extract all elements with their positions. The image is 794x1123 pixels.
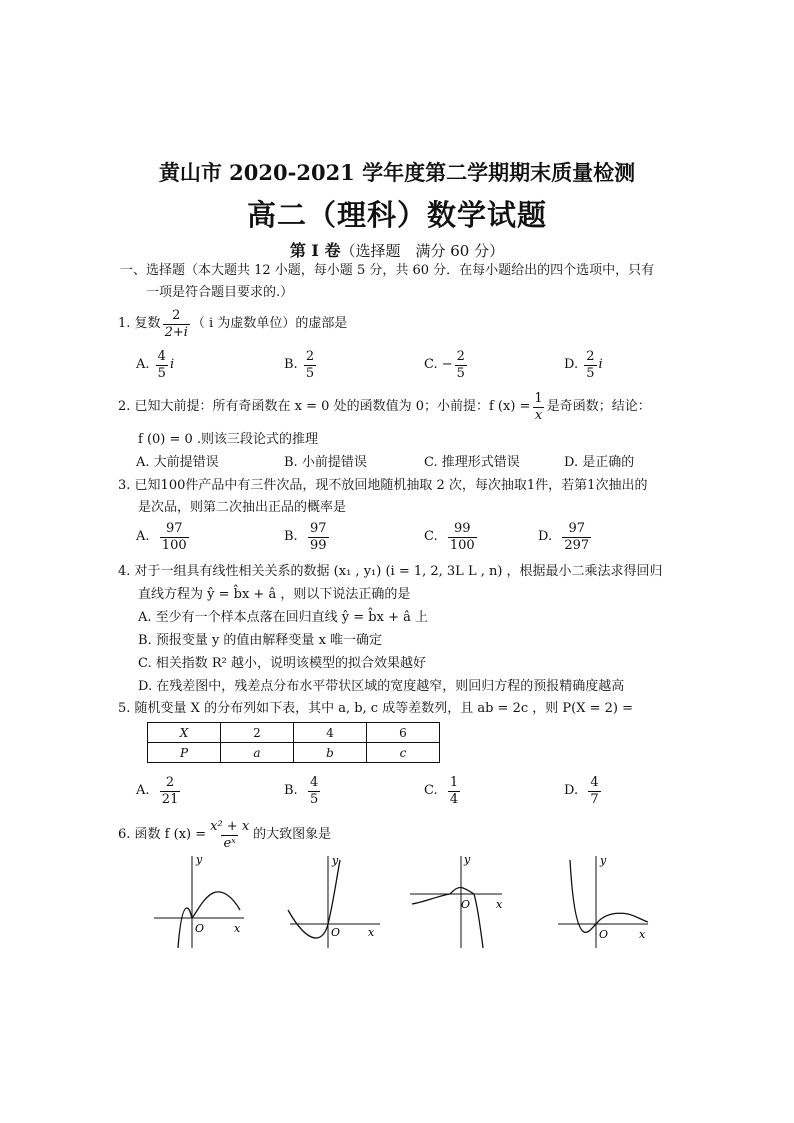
section-heading <box>0 238 794 261</box>
exam-subtitle: 高二（理科）数学试题 <box>246 198 547 232</box>
question-2-stem: 2. 已知大前提：所有奇函数在 x = 0 处的函数值为 0；小前提：f (x) = $\frac{1}{x}$ 是奇函数；结论： <box>118 390 651 423</box>
fraction: $\frac{2}{2+i}$ <box>164 307 188 340</box>
q1-option-a[interactable]: A. $\frac{4}{5}$ i <box>136 348 175 381</box>
origin-label: O <box>195 922 205 935</box>
question-4-stem: 4. 对于一组具有线性相关关系的数据 (x₁ , y₁) (i = 1, 2, 3L L , n) ，根据最小二乘法求得回归 <box>118 564 663 579</box>
q5-option-b[interactable]: B. $\frac{4}{5}$ <box>284 774 319 807</box>
function-curve <box>570 860 648 932</box>
table-cell: c <box>367 743 440 763</box>
table-cell: 6 <box>367 723 440 743</box>
question-text: （ i 为虚数单位）的虚部是 <box>191 316 348 331</box>
origin-label: O <box>331 926 341 939</box>
function-curve <box>178 892 240 948</box>
axis-label-y: y <box>332 854 339 867</box>
section-main: 第 I 卷 <box>289 241 341 260</box>
table-cell: X <box>148 723 221 743</box>
q2-option-d[interactable]: D. 是正确的 <box>564 455 635 470</box>
q4-option-a[interactable]: A. 至少有一个样本点落在回归直线 ŷ = b̂x + â 上 <box>138 610 428 625</box>
table-cell: b <box>294 743 367 763</box>
fraction: $\frac{\text{x² + x}}{\text{eˣ}}$ <box>210 818 250 851</box>
question-3-line-2: 是次品，则第二次抽出正品的概率是 <box>138 500 347 515</box>
axis-label-y: y <box>196 853 203 866</box>
q1-option-b[interactable]: B. $\frac{2}{5}$ <box>284 348 315 381</box>
table-cell: 4 <box>294 723 367 743</box>
q5-option-d[interactable]: D. $\frac{4}{7}$ <box>564 774 599 807</box>
q2-option-b[interactable]: B. 小前提错误 <box>284 455 367 470</box>
axis-label-y: y <box>600 854 607 867</box>
question-2-line-2: f (0) = 0 .则该三段论式的推理 <box>138 432 319 447</box>
question-4-line-2: 直线方程为 ŷ = b̂x + â ，则以下说法正确的是 <box>138 587 411 602</box>
q4-option-d[interactable]: D. 在残差图中，残差点分布水平带状区域的宽度越窄，则回归方程的预报精确度越高 <box>138 679 625 694</box>
axis-label-x: x <box>368 926 375 939</box>
q4-option-b[interactable]: B. 预报变量 y 的值由解释变量 x 唯一确定 <box>138 633 383 648</box>
question-number: 1. <box>118 316 131 331</box>
q3-option-a[interactable]: A. $\frac{97}{100}$ <box>136 520 187 553</box>
axis-label-x: x <box>234 922 241 935</box>
question-3-stem: 3. 已知100件产品中有三件次品，现不放回地随机抽取 2 次，每次抽取1件，若第1次抽出的 <box>118 478 648 493</box>
q5-option-a[interactable]: A. $\frac{2}{21}$ <box>136 774 179 807</box>
table-row <box>148 723 440 743</box>
q1-option-d[interactable]: D. $\frac{2}{5}$ i <box>564 348 603 381</box>
q3-option-b[interactable]: B. $\frac{97}{99}$ <box>284 520 327 553</box>
question-6-stem: 6. 函数 f (x) = $\frac{\text{x² + x}}{\text{eˣ}}$ 的大致图象是 <box>118 818 332 851</box>
function-curve <box>412 887 483 948</box>
axis-label-x: x <box>496 898 503 911</box>
graph-option-b[interactable] <box>286 852 382 950</box>
q1-option-c[interactable]: C. − $\frac{2}{5}$ <box>424 348 465 381</box>
distribution-table <box>147 722 440 763</box>
graph-option-d[interactable] <box>556 852 652 950</box>
origin-label: O <box>461 898 471 911</box>
q4-option-c[interactable]: C. 相关指数 R² 越小，说明该模型的拟合效果越好 <box>138 656 427 671</box>
table-cell: a <box>221 743 294 763</box>
question-1-stem <box>118 305 347 343</box>
table-cell: P <box>148 743 221 763</box>
question-5-stem: 5. 随机变量 X 的分布列如下表，其中 a, b, c 成等差数列，且 ab = 2c ，则 P(X = 2) = <box>118 701 633 716</box>
question-text: 复数 <box>134 316 161 331</box>
q5-option-c[interactable]: C. $\frac{1}{4}$ <box>424 774 459 807</box>
graph-option-a[interactable] <box>150 852 246 950</box>
q2-option-a[interactable]: A. 大前提错误 <box>136 455 219 470</box>
q3-option-c[interactable]: C. $\frac{99}{100}$ <box>424 520 475 553</box>
section-note: （选择题 满分 60 分） <box>340 242 505 260</box>
origin-label: O <box>599 928 609 941</box>
axis-label-y: y <box>464 853 471 866</box>
question-number: 2. <box>118 399 131 414</box>
axis-label-x: x <box>639 928 646 941</box>
fraction: $\frac{1}{x}$ <box>534 390 543 423</box>
table-row <box>148 743 440 763</box>
instructions-line-1: 一、选择题（本大题共 12 小题，每小题 5 分，共 60 分．在每小题给出的四个选项中，只有 <box>120 263 655 278</box>
graph-option-c[interactable] <box>408 852 508 950</box>
exam-title: 黄山市 2020-2021 学年度第二学期期末质量检测 <box>158 160 636 185</box>
table-cell: 2 <box>221 723 294 743</box>
q3-option-d[interactable]: D. $\frac{97}{297}$ <box>538 520 590 553</box>
instructions-line-2: 一项是符合题目要求的.） <box>146 285 294 300</box>
q2-option-c[interactable]: C. 推理形式错误 <box>424 455 520 470</box>
